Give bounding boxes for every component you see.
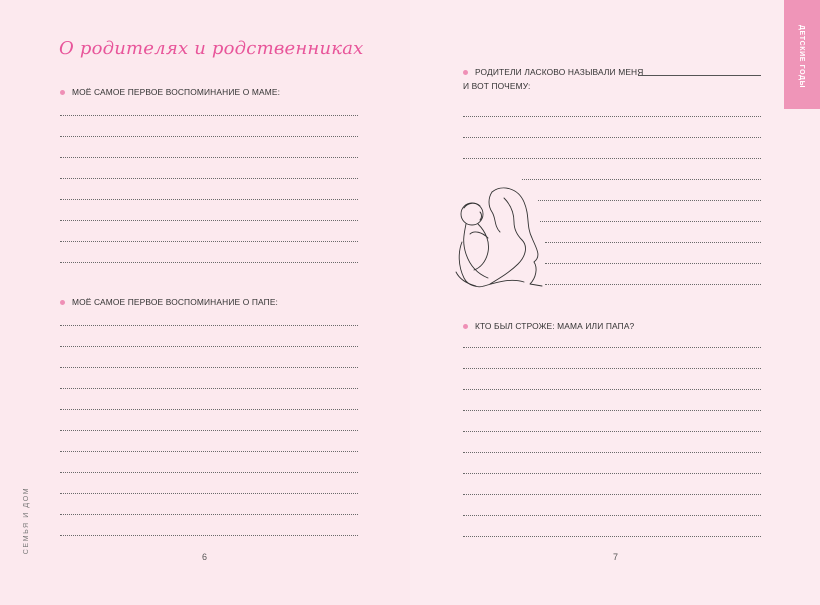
- bullet-icon: [60, 300, 65, 305]
- write-line[interactable]: [60, 136, 358, 137]
- write-line[interactable]: [60, 157, 358, 158]
- write-line[interactable]: [545, 242, 761, 243]
- prompt-stricter-parent: КТО БЫЛ СТРОЖЕ: МАМА ИЛИ ПАПА?: [475, 321, 635, 331]
- write-line[interactable]: [60, 178, 358, 179]
- write-line[interactable]: [463, 389, 761, 390]
- write-line[interactable]: [60, 220, 358, 221]
- bullet-icon: [60, 90, 65, 95]
- write-line[interactable]: [463, 431, 761, 432]
- write-line[interactable]: [463, 536, 761, 537]
- write-line[interactable]: [463, 347, 761, 348]
- write-line[interactable]: [463, 452, 761, 453]
- write-line[interactable]: [463, 473, 761, 474]
- write-line[interactable]: [463, 410, 761, 411]
- write-line[interactable]: [540, 221, 761, 222]
- write-line[interactable]: [60, 535, 358, 536]
- bullet-icon: [463, 70, 468, 75]
- write-line[interactable]: [60, 493, 358, 494]
- write-line[interactable]: [60, 262, 358, 263]
- page-title: О родителях и родственниках: [59, 38, 364, 59]
- chapter-tab-label: ДЕТСКИЕ ГОДЫ: [798, 24, 806, 88]
- write-line[interactable]: [60, 388, 358, 389]
- prompt-father-memory: МОЁ САМОЕ ПЕРВОЕ ВОСПОМИНАНИЕ О ПАПЕ:: [72, 297, 279, 307]
- write-line[interactable]: [60, 115, 358, 116]
- write-line[interactable]: [545, 263, 761, 264]
- page-number-left: 6: [202, 552, 208, 562]
- bullet-icon: [463, 324, 468, 329]
- write-line[interactable]: [60, 241, 358, 242]
- page-number-right: 7: [613, 552, 619, 562]
- write-line[interactable]: [60, 367, 358, 368]
- write-line[interactable]: [60, 514, 358, 515]
- write-line[interactable]: [60, 430, 358, 431]
- nickname-answer-line[interactable]: [638, 75, 761, 76]
- write-line[interactable]: [463, 494, 761, 495]
- write-line[interactable]: [522, 179, 761, 180]
- write-line[interactable]: [463, 368, 761, 369]
- write-line[interactable]: [538, 200, 761, 201]
- write-line[interactable]: [60, 325, 358, 326]
- mother-child-illustration: [444, 182, 544, 292]
- write-line[interactable]: [545, 284, 761, 285]
- section-side-label: СЕМЬЯ И ДОМ: [23, 486, 31, 554]
- write-line[interactable]: [463, 116, 761, 117]
- write-line[interactable]: [60, 472, 358, 473]
- write-line[interactable]: [463, 137, 761, 138]
- write-line[interactable]: [60, 199, 358, 200]
- write-line[interactable]: [60, 409, 358, 410]
- write-line[interactable]: [60, 451, 358, 452]
- prompt-nickname-why: И ВОТ ПОЧЕМУ:: [463, 81, 531, 91]
- write-line[interactable]: [463, 158, 761, 159]
- write-line[interactable]: [60, 346, 358, 347]
- prompt-nickname: РОДИТЕЛИ ЛАСКОВО НАЗЫВАЛИ МЕНЯ: [475, 67, 644, 77]
- write-line[interactable]: [463, 515, 761, 516]
- prompt-mother-memory: МОЁ САМОЕ ПЕРВОЕ ВОСПОМИНАНИЕ О МАМЕ:: [72, 87, 281, 97]
